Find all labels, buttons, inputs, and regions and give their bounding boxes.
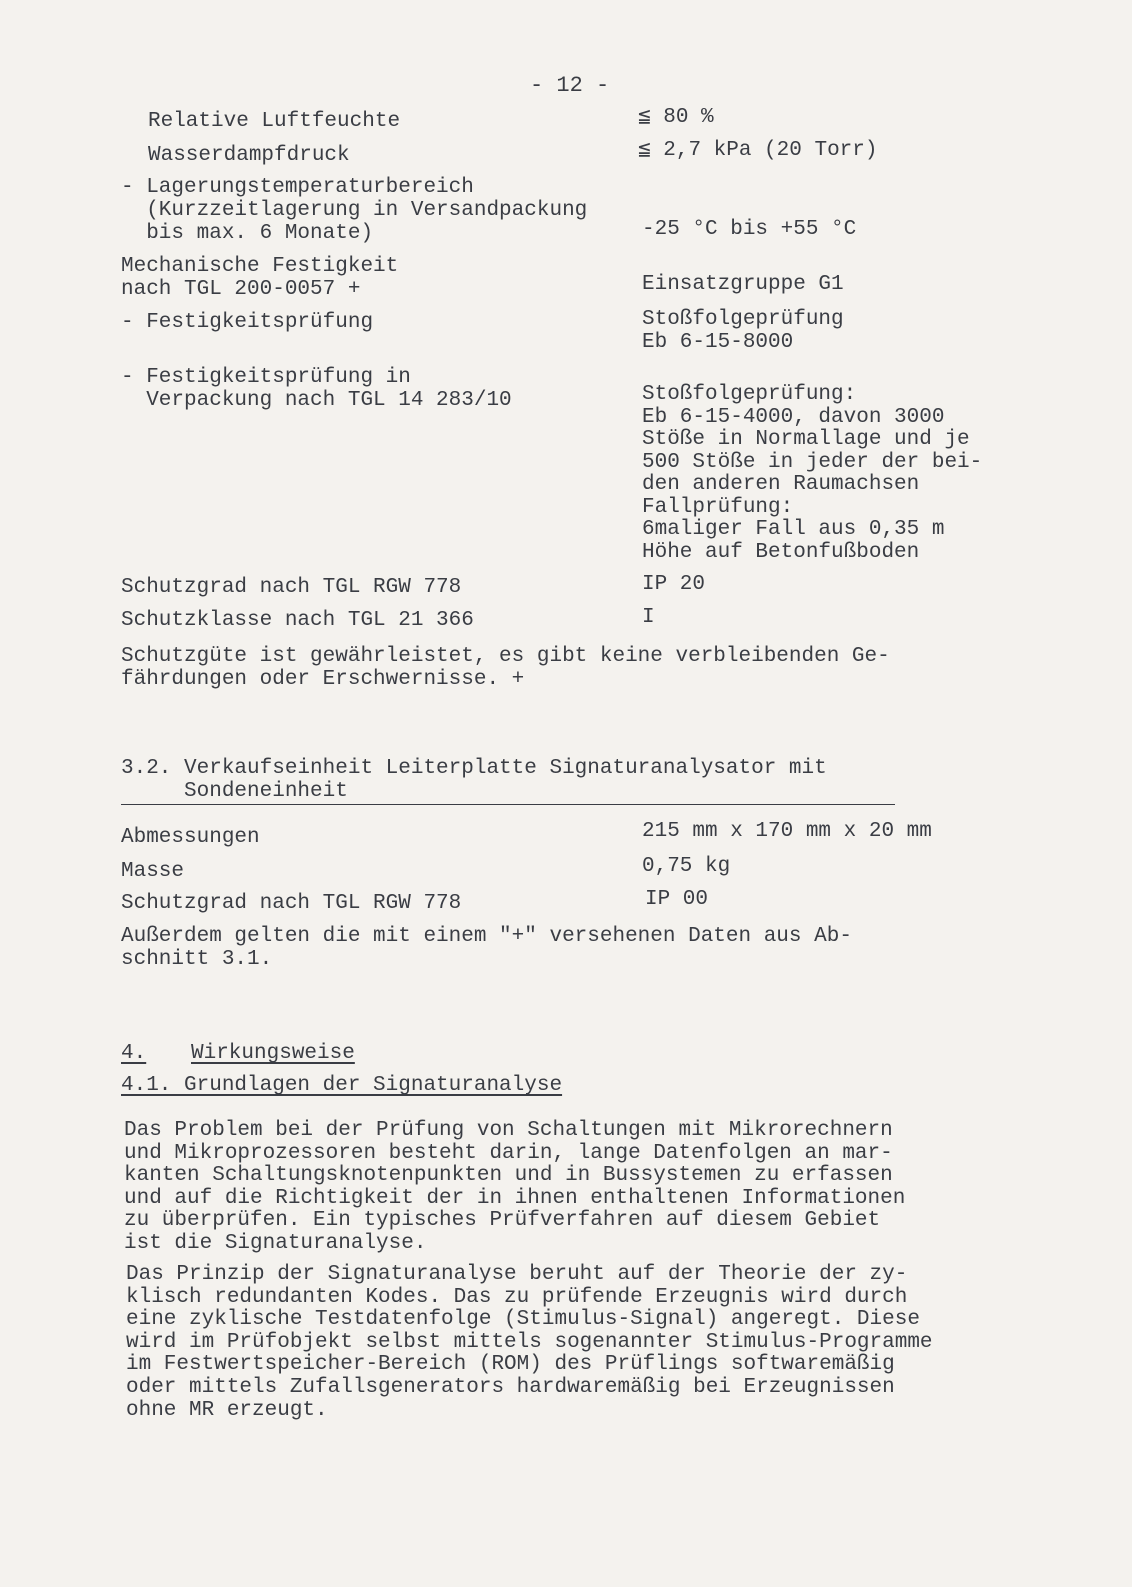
spec-label-dimensions: Abmessungen (121, 826, 260, 849)
paragraph-principle: Das Prinzip der Signaturanalyse beruht auf der Theorie der zy- klisch redundanten Kodes. Das zu prüfende Erzeugnis wird durch eine zyklische Testdatenfolge (Stimulus-Signal) angeregt. Diese wird im Prüfobjekt selbst mittels sogenannter Stimulus-Programme im Festwertspeicher-Bereich (ROM) des Prüflings softwaremäßig oder mittels Zufallsgenerators hardwaremäßig bei Erzeugnissen ohne MR erzeugt. (126, 1263, 933, 1422)
spec-value-storage-temperature: -25 °C bis +55 °C (642, 218, 857, 241)
spec-label-mass: Masse (121, 860, 185, 883)
section-3-2-note: Außerdem gelten die mit einem "+" versehenen Daten aus Ab- schnitt 3.1. (121, 925, 852, 971)
section-4-1-heading: 4.1. Grundlagen der Signaturanalyse (121, 1074, 563, 1097)
spec-value-vapour-pressure: ≦ 2,7 kPa (20 Torr) (638, 139, 878, 162)
spec-value-protection-degree-2: IP 00 (645, 888, 709, 911)
spec-value-mass: 0,75 kg (642, 855, 731, 878)
spec-value-protection-class: I (642, 606, 655, 629)
section-3-2-underline (121, 804, 895, 805)
spec-label-relative-humidity: Relative Luftfeuchte (148, 110, 401, 133)
section-4-number: 4. (121, 1042, 147, 1065)
spec-label-protection-degree-2: Schutzgrad nach TGL RGW 778 (121, 892, 462, 915)
spec-value-packaging-test: Stoßfolgeprüfung: Eb 6-15-4000, davon 3000 Stöße in Normallage und je 500 Stöße in jeder der bei- den anderen Raumachsen Fallprüfung: 6maliger Fall aus 0,35 m Höhe auf Betonfußboden (642, 383, 983, 564)
spec-label-storage-temperature: - Lagerungstemperaturbereich (Kurzzeitlagerung in Versandpackung bis max. 6 Monate) (121, 176, 588, 245)
page-number: - 12 - (530, 73, 610, 98)
spec-label-vapour-pressure: Wasserdampfdruck (148, 144, 350, 167)
paragraph-problem: Das Problem bei der Prüfung von Schaltungen mit Mikrorechnern und Mikroprozessoren besteht darin, lange Datenfolgen an mar- kanten Schaltungsknotenpunkten und in Bussystemen zu erfassen und auf die Richtigkeit der in ihnen enthaltenen Informationen zu überprüfen. Ein typisches Prüfverfahren auf diesem Gebiet ist die Signaturanalyse. (124, 1119, 906, 1255)
spec-label-mechanical-strength: Mechanische Festigkeit nach TGL 200-0057 + (121, 255, 399, 301)
spec-label-protection-degree: Schutzgrad nach TGL RGW 778 (121, 576, 462, 599)
spec-value-dimensions: 215 mm x 170 mm x 20 mm (642, 820, 932, 843)
section-4-heading: Wirkungsweise (191, 1042, 355, 1065)
spec-value-mechanical-strength: Einsatzgruppe G1 (642, 273, 844, 296)
spec-value-strength-test: Stoßfolgeprüfung Eb 6-15-8000 (642, 308, 844, 354)
spec-label-protection-class: Schutzklasse nach TGL 21 366 (121, 609, 474, 632)
spec-value-relative-humidity: ≦ 80 % (638, 106, 714, 129)
spec-label-strength-test: - Festigkeitsprüfung (121, 311, 374, 334)
safety-note: Schutzgüte ist gewährleistet, es gibt keine verbleibenden Ge- fährdungen oder Erschwernisse. + (121, 645, 890, 691)
spec-label-packaging-test: - Festigkeitsprüfung in Verpackung nach TGL 14 283/10 (121, 366, 512, 412)
section-3-2-heading: 3.2. Verkaufseinheit Leiterplatte Signaturanalysator mit Sondeneinheit (121, 757, 827, 803)
spec-value-protection-degree: IP 20 (642, 573, 706, 596)
